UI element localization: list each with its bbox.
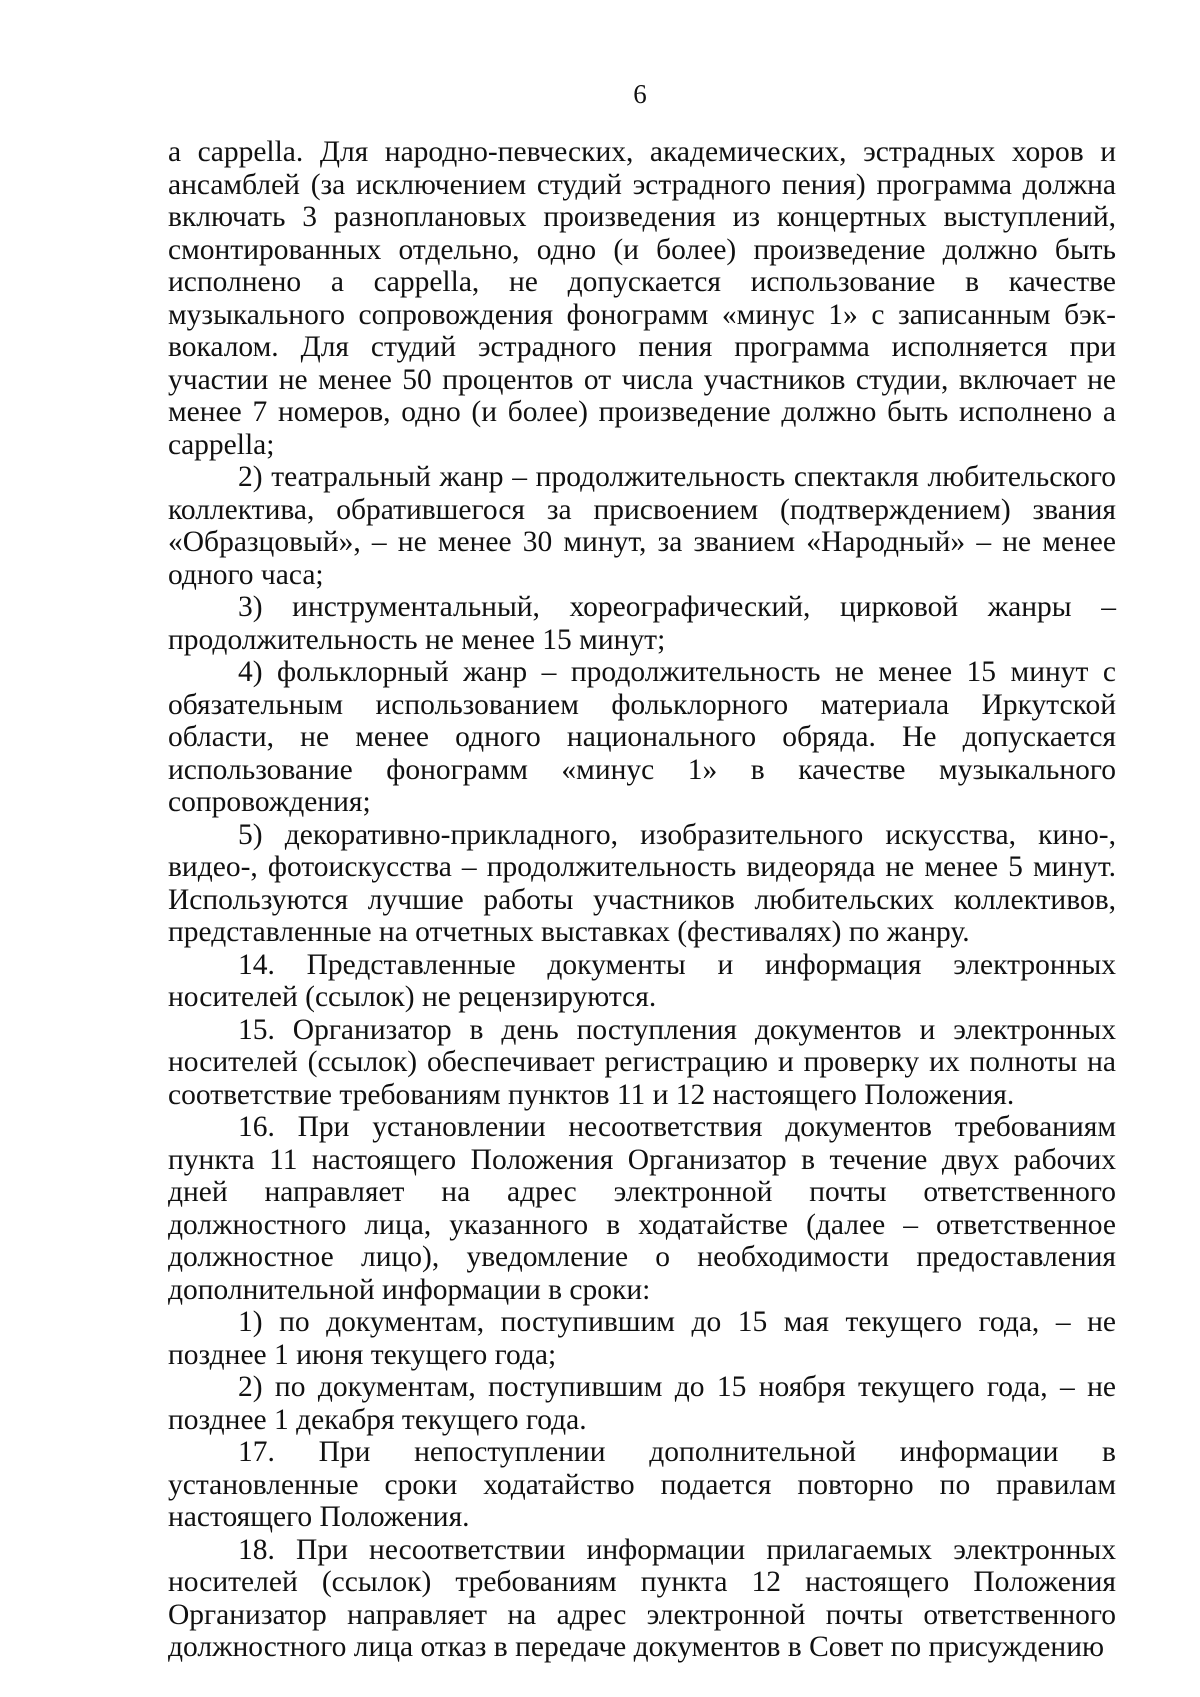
paragraph-clause-16-item-1: 1) по документам, поступившим до 15 мая текущего года, – не позднее 1 июня текущего года; <box>168 1306 1116 1371</box>
paragraph-continuation-vocal: a cappella. Для народно-певческих, академических, эстрадных хоров и ансамблей (за исключением студий эстрадного пения) программа должна включать 3 разноплановых произведения из концертных выступлений, смонтированных отдельно, одно (и более) произведение должно быть исполнено a cappella, не допускается использование в качестве музыкального сопровождения фонограмм «минус 1» с записанным бэк-вокалом. Для студий эстрадного пения программа исполняется при участии не менее 50 процентов от числа участников студии, включает не менее 7 номеров, одно (и более) произведение должно быть исполнено a cappella; <box>168 136 1116 461</box>
document-body <box>168 136 1116 1664</box>
paragraph-clause-18: 18. При несоответствии информации прилагаемых электронных носителей (ссылок) требованиям пункта 12 настоящего Положения Организатор направляет на адрес электронной почты ответственного должностного лица отказ в передаче документов в Совет по присуждению <box>168 1533 1116 1663</box>
paragraph-item-4-folklore: 4) фольклорный жанр – продолжительность не менее 15 минут с обязательным использованием фольклорного материала Иркутской области, не менее одного национального обряда. Не допускается использование фонограмм «минус 1» в качестве музыкального сопровождения; <box>168 656 1116 818</box>
paragraph-item-2-theatre: 2) театральный жанр – продолжительность спектакля любительского коллектива, обратившегося за присвоением (подтверждением) звания «Образцовый», – не менее 30 минут, за званием «Народный» – не менее одного часа; <box>168 461 1116 591</box>
paragraph-clause-15: 15. Организатор в день поступления документов и электронных носителей (ссылок) обеспечивает регистрацию и проверку их полноты на соответствие требованиям пунктов 11 и 12 настоящего Положения. <box>168 1013 1116 1111</box>
paragraph-clause-16: 16. При установлении несоответствия документов требованиям пункта 11 настоящего Положения Организатор в течение двух рабочих дней направляет на адрес электронной почты ответственного должностного лица, указанного в ходатайстве (далее – ответственное должностное лицо), уведомление о необходимости предоставления дополнительной информации в сроки: <box>168 1111 1116 1306</box>
paragraph-item-5-decorative: 5) декоративно-прикладного, изобразительного искусства, кино-, видео-, фотоискусства – продолжительность видеоряда не менее 5 минут. Используются лучшие работы участников любительских коллективов, представленные на отчетных выставках (фестивалях) по жанру. <box>168 818 1116 948</box>
paragraph-clause-17: 17. При непоступлении дополнительной информации в установленные сроки ходатайство подается повторно по правилам настоящего Положения. <box>168 1436 1116 1533</box>
paragraph-clause-14: 14. Представленные документы и информация электронных носителей (ссылок) не рецензируются. <box>168 948 1116 1013</box>
paragraph-clause-16-item-2: 2) по документам, поступившим до 15 ноября текущего года, – не позднее 1 декабря текущего года. <box>168 1371 1116 1436</box>
page-number: 6 <box>633 79 647 109</box>
paragraph-item-3-instrumental: 3) инструментальный, хореографический, цирковой жанры – продолжительность не менее 15 минут; <box>168 591 1116 656</box>
